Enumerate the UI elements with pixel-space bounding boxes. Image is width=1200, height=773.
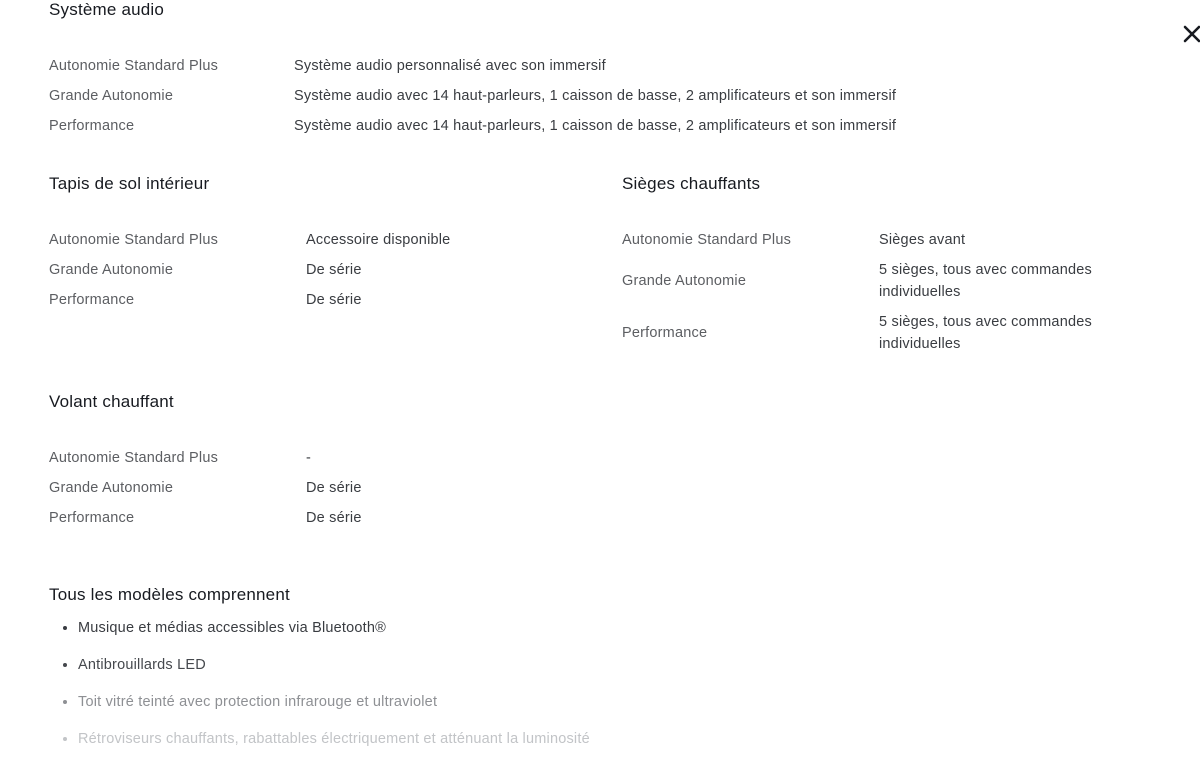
- row-label: Autonomie Standard Plus: [49, 450, 219, 466]
- table-row: [49, 443, 362, 473]
- table-row: [49, 285, 450, 315]
- row-value: Sièges avant: [879, 232, 966, 248]
- table-row: [49, 111, 896, 141]
- section-title-floor-mats: Tapis de sol intérieur: [49, 174, 210, 193]
- table-row: [49, 81, 896, 111]
- row-value: De série: [306, 510, 362, 526]
- row-label: Grande Autonomie: [49, 88, 174, 104]
- row-label: Performance: [622, 325, 708, 341]
- section-title-heated-seats: Sièges chauffants: [622, 174, 761, 193]
- list-item: [78, 765, 590, 773]
- floor-mats-spec-table: [49, 225, 450, 315]
- table-row: [622, 225, 1144, 255]
- table-row: [622, 307, 1144, 359]
- row-value: -: [306, 450, 312, 466]
- row-label: Performance: [49, 510, 135, 526]
- row-value: 5 sièges, tous avec commandes individuelles: [879, 262, 1092, 300]
- table-row: [49, 503, 362, 533]
- heated-wheel-spec-table: [49, 443, 362, 533]
- table-row: [49, 51, 896, 81]
- row-label: Autonomie Standard Plus: [49, 58, 219, 74]
- list-item: • Musique et médias accessibles via Bluetooth®: [78, 617, 590, 654]
- row-value: Système audio avec 14 haut-parleurs, 1 caisson de basse, 2 amplificateurs et son immersif: [294, 88, 897, 104]
- row-value: De série: [306, 292, 362, 308]
- row-label: Performance: [49, 292, 135, 308]
- row-value: Système audio avec 14 haut-parleurs, 1 caisson de basse, 2 amplificateurs et son immersif: [294, 118, 897, 134]
- row-label: Performance: [49, 118, 135, 134]
- row-label: Autonomie Standard Plus: [622, 232, 792, 248]
- row-value: De série: [306, 480, 362, 496]
- table-row: [622, 255, 1144, 307]
- section-title-audio: Système audio: [49, 0, 165, 19]
- list-item: • Antibrouillards LED: [78, 654, 590, 691]
- audio-spec-table: [49, 51, 896, 141]
- features-list: [56, 617, 590, 773]
- row-value: Système audio personnalisé avec son immersif: [294, 58, 606, 74]
- close-icon: [1180, 22, 1200, 46]
- table-row: [49, 473, 362, 503]
- row-label: Grande Autonomie: [49, 480, 174, 496]
- row-value: Accessoire disponible: [306, 232, 451, 248]
- row-label: Grande Autonomie: [622, 273, 747, 289]
- row-value: 5 sièges, tous avec commandes individuelles: [879, 314, 1092, 352]
- heated-seats-spec-table: [622, 225, 1144, 359]
- row-label: Grande Autonomie: [49, 262, 174, 278]
- table-row: [49, 225, 450, 255]
- section-title-heated-wheel: Volant chauffant: [49, 392, 174, 411]
- table-row: [49, 255, 450, 285]
- close-button[interactable]: [1180, 22, 1200, 46]
- row-value: De série: [306, 262, 362, 278]
- list-item: • Toit vitré teinté avec protection infrarouge et ultraviolet: [78, 691, 590, 728]
- section-title-all-models: Tous les modèles comprennent: [49, 585, 290, 604]
- list-item: • Rétroviseurs chauffants, rabattables électriquement et atténuant la luminosité: [78, 728, 590, 765]
- row-label: Autonomie Standard Plus: [49, 232, 219, 248]
